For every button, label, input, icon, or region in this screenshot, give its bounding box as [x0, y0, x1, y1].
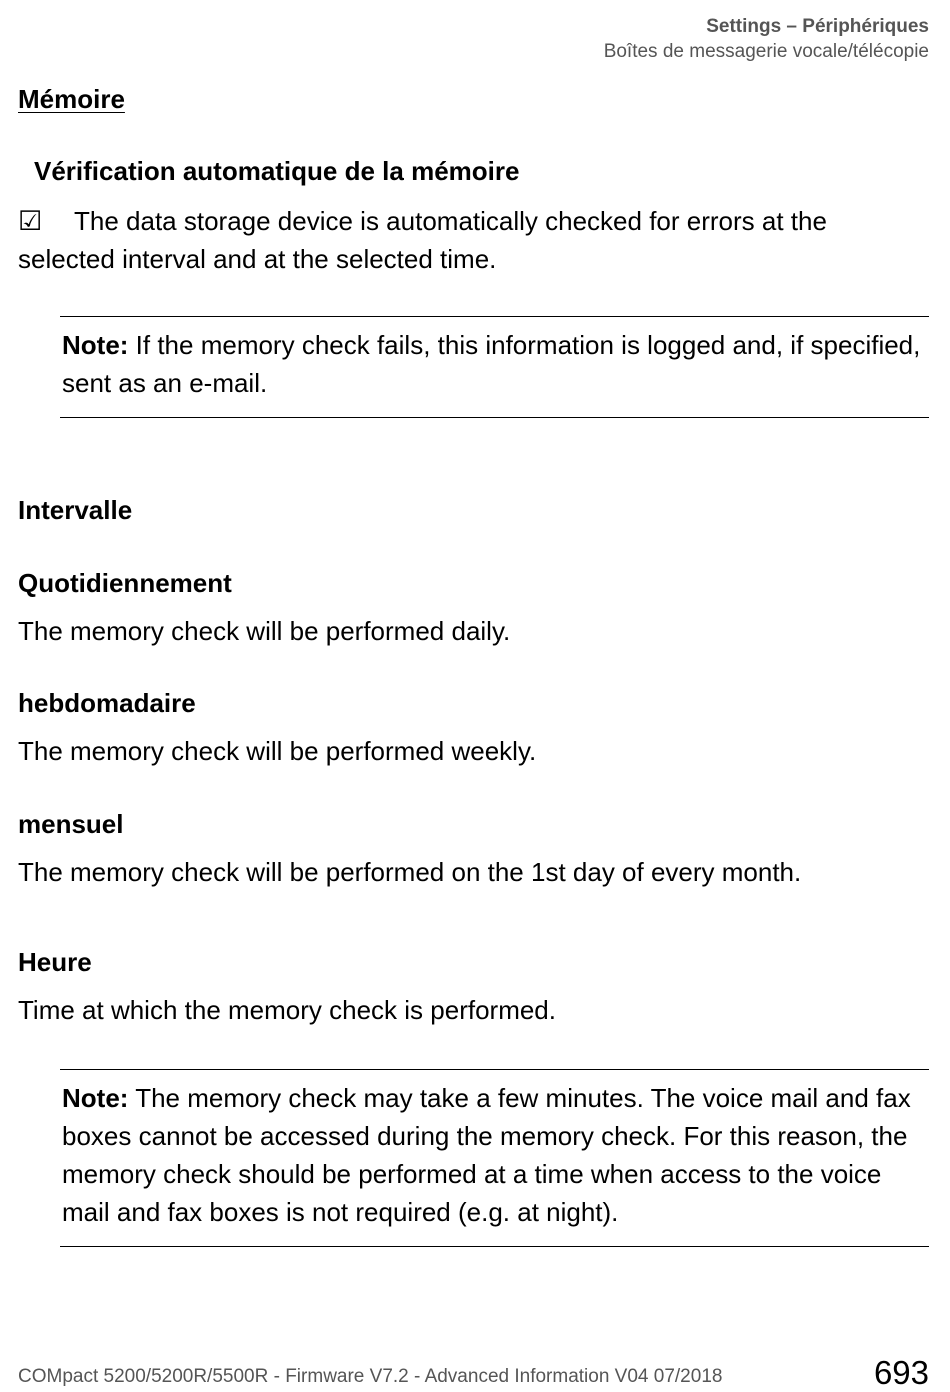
- header-title: Settings – Périphériques: [706, 16, 929, 37]
- option-monthly-heading: mensuel: [18, 809, 124, 839]
- checkbox-checked-icon: ☑: [18, 206, 43, 236]
- page-number: 693: [873, 1354, 929, 1391]
- option-daily-description: The memory check will be performed daily.: [18, 616, 511, 646]
- note-text: If the memory check fails, this information is logged and, if specified, sent as an e-mail.: [62, 330, 921, 398]
- header-subtitle: Boîtes de messagerie vocale/télécopie: [603, 41, 929, 62]
- note-text: The memory check may take a few minutes. The voice mail and fax boxes cannot be accessed during the memory check. For this reason, the memory check should be performed at a time when access to the voice mail and fax boxes is not required (e.g. at night).: [62, 1083, 911, 1227]
- note-content: [60, 1070, 929, 1245]
- time-description: Time at which the memory check is performed.: [18, 995, 556, 1025]
- note-box-memory-duration: [60, 1069, 929, 1247]
- auto-check-description: The data storage device is automatically checked for errors at the selected interval and at the selected time.: [18, 206, 827, 274]
- option-monthly-description: The memory check will be performed on the 1st day of every month.: [18, 857, 802, 887]
- option-weekly-heading: hebdomadaire: [18, 688, 196, 718]
- section-title: Mémoire: [18, 84, 125, 114]
- note-box-memory-fail: [60, 316, 929, 418]
- auto-check-heading: Vérification automatique de la mémoire: [34, 156, 520, 186]
- note-label: Note:: [62, 1083, 129, 1113]
- page-header: [604, 15, 929, 65]
- time-heading: Heure: [18, 947, 92, 977]
- note-label: Note:: [62, 330, 129, 360]
- option-daily-heading: Quotidiennement: [18, 568, 232, 598]
- auto-check-paragraph: [18, 202, 918, 278]
- footer-product-info: COMpact 5200/5200R/5500R - Firmware V7.2 - Advanced Information V04 07/2018: [18, 1366, 723, 1387]
- note-content: [60, 317, 929, 416]
- option-weekly-description: The memory check will be performed weekly.: [18, 736, 537, 766]
- interval-heading: Intervalle: [18, 495, 133, 525]
